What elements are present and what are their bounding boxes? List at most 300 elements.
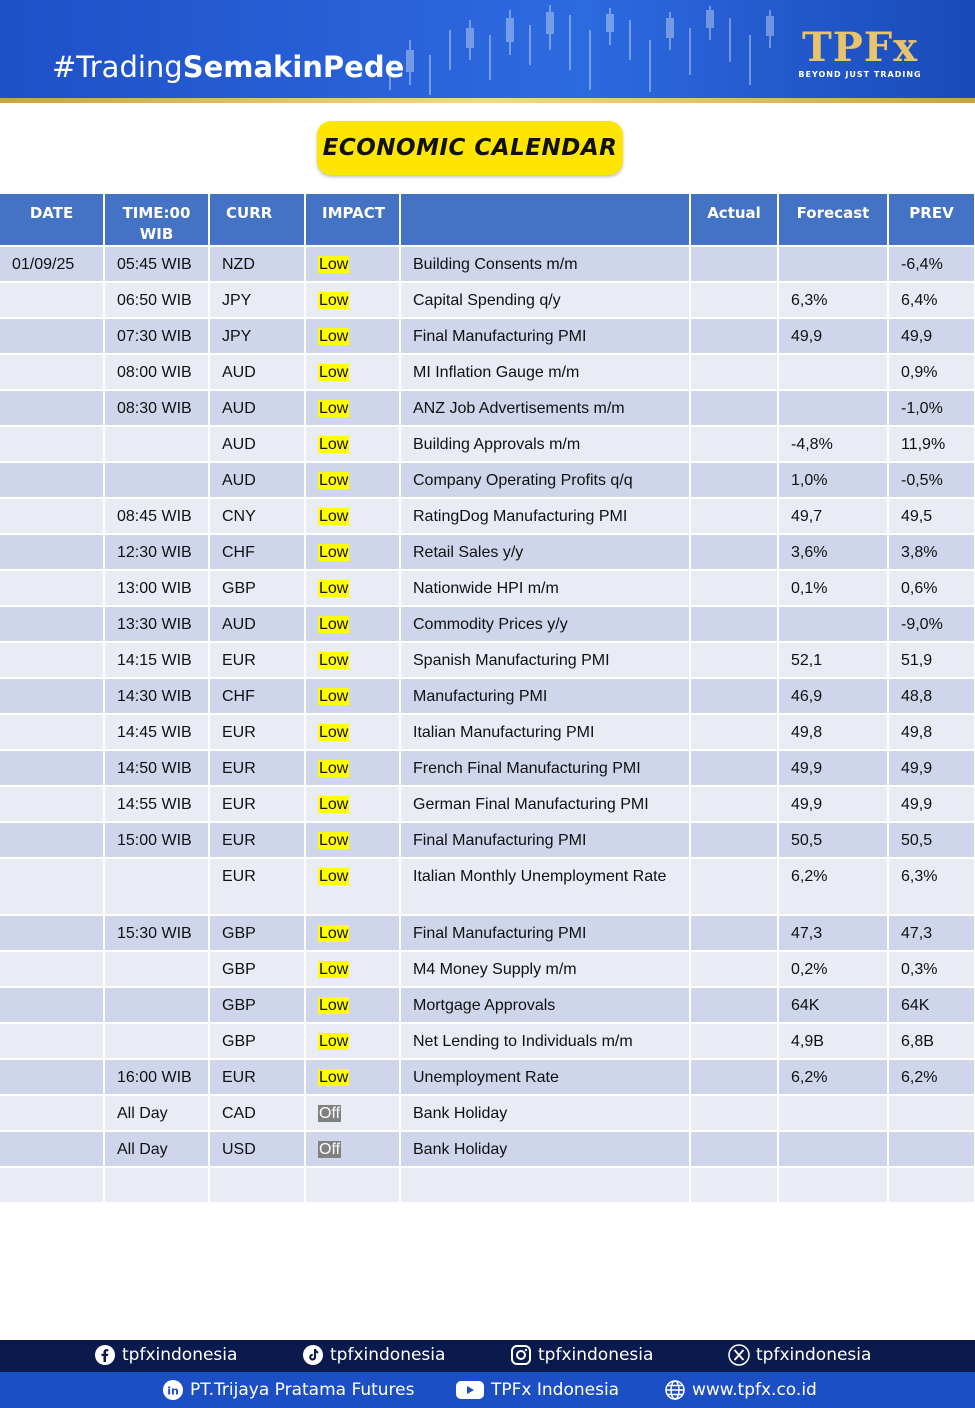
- cell-curr: GBP: [209, 951, 305, 987]
- cell-time: 14:15 WIB: [104, 642, 209, 678]
- cell-forecast: [778, 606, 888, 642]
- cell-event: Mortgage Approvals: [400, 987, 690, 1023]
- col-header-date: DATE: [0, 194, 104, 246]
- cell-prev: 0,6%: [888, 570, 975, 606]
- impact-badge: Low: [319, 1033, 349, 1050]
- cell-prev: 49,9: [888, 786, 975, 822]
- cell-event: MI Inflation Gauge m/m: [400, 354, 690, 390]
- cell-impact: [305, 642, 400, 678]
- cell-forecast: 6,3%: [778, 282, 888, 318]
- cell-actual: [690, 534, 778, 570]
- table-row: [0, 1059, 975, 1095]
- cell-time: 06:50 WIB: [104, 282, 209, 318]
- cell-actual: [690, 858, 778, 915]
- cell-actual: [690, 462, 778, 498]
- cell-impact: [305, 570, 400, 606]
- impact-badge: Low: [319, 364, 349, 381]
- table-row: [0, 858, 975, 915]
- table-row: [0, 915, 975, 951]
- cell-date: [0, 498, 104, 534]
- cell-event: Final Manufacturing PMI: [400, 822, 690, 858]
- cell-forecast: 52,1: [778, 642, 888, 678]
- table-row: [0, 246, 975, 282]
- cell-actual: [690, 354, 778, 390]
- cell-forecast: 49,9: [778, 318, 888, 354]
- cell-curr: EUR: [209, 714, 305, 750]
- cell-event: Retail Sales y/y: [400, 534, 690, 570]
- tpfx-logo: [790, 26, 930, 82]
- impact-badge: Low: [319, 997, 349, 1014]
- cell-event: Capital Spending q/y: [400, 282, 690, 318]
- cell-time: 16:00 WIB: [104, 1059, 209, 1095]
- cell-time: [104, 987, 209, 1023]
- footer-youtube-name: TPFx Indonesia: [491, 1380, 620, 1400]
- cell-forecast: 49,8: [778, 714, 888, 750]
- cell-impact: [305, 246, 400, 282]
- cell-date: [0, 786, 104, 822]
- cell-event: M4 Money Supply m/m: [400, 951, 690, 987]
- footer-tiktok[interactable]: [302, 1344, 445, 1366]
- cell-forecast: [778, 1131, 888, 1167]
- cell-time: 08:30 WIB: [104, 390, 209, 426]
- impact-badge: Low: [319, 688, 349, 705]
- cell-curr: AUD: [209, 606, 305, 642]
- cell-forecast: 6,2%: [778, 1059, 888, 1095]
- cell-time: 15:30 WIB: [104, 915, 209, 951]
- brand-name: TPFx: [801, 24, 919, 71]
- cell-event: ANZ Job Advertisements m/m: [400, 390, 690, 426]
- cell-actual: [690, 282, 778, 318]
- cell-forecast: 46,9: [778, 678, 888, 714]
- title-badge: [317, 121, 623, 175]
- impact-badge: Low: [319, 760, 349, 777]
- cell-actual: [690, 642, 778, 678]
- impact-badge: Low: [319, 400, 349, 417]
- cell-date: [0, 987, 104, 1023]
- cell-actual: [690, 750, 778, 786]
- col-header-time: TIME:00 WIB: [104, 194, 209, 246]
- cell-impact: [305, 915, 400, 951]
- impact-badge: Low: [319, 616, 349, 633]
- cell-impact: [305, 282, 400, 318]
- cell-forecast: 6,2%: [778, 858, 888, 915]
- footer-website-url: www.tpfx.co.id: [692, 1380, 817, 1400]
- cell-event: RatingDog Manufacturing PMI: [400, 498, 690, 534]
- col-header-impact: IMPACT: [305, 194, 400, 246]
- cell-time: [104, 426, 209, 462]
- cell-event: Nationwide HPI m/m: [400, 570, 690, 606]
- table-row: [0, 1095, 975, 1131]
- cell-impact: [305, 786, 400, 822]
- cell-time: 15:00 WIB: [104, 822, 209, 858]
- cell-actual: [690, 606, 778, 642]
- cell-event: Unemployment Rate: [400, 1059, 690, 1095]
- cell-forecast: 64K: [778, 987, 888, 1023]
- cell-forecast: [778, 354, 888, 390]
- table-row: [0, 1131, 975, 1167]
- cell-prev: [888, 1131, 975, 1167]
- cell-forecast: 49,9: [778, 750, 888, 786]
- table-row: [0, 534, 975, 570]
- cell-impact: [305, 1023, 400, 1059]
- cell-time: 14:30 WIB: [104, 678, 209, 714]
- cell-prev: -9,0%: [888, 606, 975, 642]
- cell-impact: [305, 354, 400, 390]
- cell-prev: 3,8%: [888, 534, 975, 570]
- cell-curr: GBP: [209, 570, 305, 606]
- cell-date: [0, 318, 104, 354]
- table-row: [0, 1023, 975, 1059]
- footer: [0, 1340, 975, 1408]
- cell-event: Final Manufacturing PMI: [400, 318, 690, 354]
- cell-time: [104, 1023, 209, 1059]
- footer-instagram[interactable]: [510, 1344, 653, 1366]
- top-banner: [0, 0, 975, 98]
- cell-date: [0, 822, 104, 858]
- cell-time: 08:00 WIB: [104, 354, 209, 390]
- cell-time: [104, 858, 209, 915]
- cell-prev: 51,9: [888, 642, 975, 678]
- cell-impact: [305, 426, 400, 462]
- x-icon: [728, 1344, 750, 1366]
- cell-date: [0, 570, 104, 606]
- cell-forecast: [778, 390, 888, 426]
- cell-curr: AUD: [209, 390, 305, 426]
- footer-facebook-handle: tpfxindonesia: [122, 1345, 238, 1365]
- cell-actual: [690, 1131, 778, 1167]
- instagram-icon: [510, 1344, 532, 1366]
- cell-curr: CHF: [209, 678, 305, 714]
- impact-badge: Low: [319, 256, 349, 273]
- cell-forecast: 0,2%: [778, 951, 888, 987]
- hashtag-slogan: [52, 50, 404, 84]
- cell-prev: 64K: [888, 987, 975, 1023]
- cell-prev: 6,8B: [888, 1023, 975, 1059]
- cell-prev: 11,9%: [888, 426, 975, 462]
- linkedin-icon: [162, 1379, 184, 1401]
- cell-date: [0, 1059, 104, 1095]
- cell-date: [0, 390, 104, 426]
- cell-event: Building Consents m/m: [400, 246, 690, 282]
- cell-prev: 49,8: [888, 714, 975, 750]
- table-row: [0, 1167, 975, 1203]
- table-row: [0, 642, 975, 678]
- cell-actual: [690, 246, 778, 282]
- cell-impact: [305, 1059, 400, 1095]
- cell-prev: 6,2%: [888, 1059, 975, 1095]
- cell-event: Italian Monthly Unemployment Rate: [400, 858, 690, 915]
- footer-linkedin-name: PT.Trijaya Pratama Futures: [190, 1380, 415, 1400]
- cell-curr: [209, 1167, 305, 1203]
- cell-time: 08:45 WIB: [104, 498, 209, 534]
- impact-badge: Off: [319, 1105, 341, 1122]
- cell-event: Manufacturing PMI: [400, 678, 690, 714]
- cell-actual: [690, 822, 778, 858]
- cell-impact: [305, 987, 400, 1023]
- hashtag-bold: SemakinPede: [182, 50, 405, 84]
- cell-curr: GBP: [209, 987, 305, 1023]
- cell-forecast: [778, 1095, 888, 1131]
- cell-actual: [690, 390, 778, 426]
- cell-date: [0, 714, 104, 750]
- cell-time: [104, 1167, 209, 1203]
- cell-actual: [690, 570, 778, 606]
- cell-prev: 6,4%: [888, 282, 975, 318]
- cell-prev: -0,5%: [888, 462, 975, 498]
- cell-prev: [888, 1167, 975, 1203]
- cell-date: 01/09/25: [0, 246, 104, 282]
- cell-date: [0, 534, 104, 570]
- table-row: [0, 570, 975, 606]
- table-row: [0, 606, 975, 642]
- col-header-event: [400, 194, 690, 246]
- cell-curr: EUR: [209, 750, 305, 786]
- cell-impact: [305, 714, 400, 750]
- col-header-forecast: Forecast: [778, 194, 888, 246]
- cell-forecast: -4,8%: [778, 426, 888, 462]
- impact-badge: Low: [319, 796, 349, 813]
- cell-impact: [305, 390, 400, 426]
- cell-date: [0, 1167, 104, 1203]
- footer-website[interactable]: [664, 1379, 817, 1401]
- cell-prev: 50,5: [888, 822, 975, 858]
- economic-calendar-table: [0, 194, 975, 1204]
- chart-decoration-icon: [380, 0, 800, 98]
- cell-forecast: 49,9: [778, 786, 888, 822]
- table-row: [0, 462, 975, 498]
- cell-curr: CNY: [209, 498, 305, 534]
- footer-tiktok-handle: tpfxindonesia: [330, 1345, 446, 1365]
- cell-actual: [690, 318, 778, 354]
- cell-time: [104, 462, 209, 498]
- cell-event: Building Approvals m/m: [400, 426, 690, 462]
- table-row: [0, 318, 975, 354]
- cell-time: 12:30 WIB: [104, 534, 209, 570]
- table-row: [0, 426, 975, 462]
- table-row: [0, 786, 975, 822]
- col-header-curr: CURR: [209, 194, 305, 246]
- cell-time: 13:30 WIB: [104, 606, 209, 642]
- page-title: ECONOMIC CALENDAR: [322, 135, 618, 161]
- cell-impact: [305, 1131, 400, 1167]
- cell-curr: EUR: [209, 858, 305, 915]
- cell-date: [0, 606, 104, 642]
- cell-forecast: [778, 246, 888, 282]
- table-row: [0, 822, 975, 858]
- globe-icon: [664, 1379, 686, 1401]
- table-row: [0, 714, 975, 750]
- cell-prev: 6,3%: [888, 858, 975, 915]
- cell-impact: [305, 498, 400, 534]
- footer-linkedin[interactable]: [162, 1379, 414, 1401]
- cell-time: 07:30 WIB: [104, 318, 209, 354]
- cell-actual: [690, 951, 778, 987]
- cell-time: 14:55 WIB: [104, 786, 209, 822]
- cell-prev: 47,3: [888, 915, 975, 951]
- cell-prev: 49,9: [888, 750, 975, 786]
- cell-curr: CAD: [209, 1095, 305, 1131]
- cell-impact: [305, 534, 400, 570]
- cell-curr: JPY: [209, 282, 305, 318]
- table-row: [0, 678, 975, 714]
- footer-youtube[interactable]: [455, 1379, 619, 1401]
- cell-curr: EUR: [209, 786, 305, 822]
- cell-forecast: 1,0%: [778, 462, 888, 498]
- footer-instagram-handle: tpfxindonesia: [538, 1345, 654, 1365]
- cell-prev: 0,9%: [888, 354, 975, 390]
- impact-badge: Low: [319, 832, 349, 849]
- cell-forecast: 49,7: [778, 498, 888, 534]
- cell-curr: AUD: [209, 462, 305, 498]
- cell-prev: 0,3%: [888, 951, 975, 987]
- cell-event: Italian Manufacturing PMI: [400, 714, 690, 750]
- cell-curr: USD: [209, 1131, 305, 1167]
- cell-date: [0, 678, 104, 714]
- impact-badge: Low: [319, 508, 349, 525]
- cell-date: [0, 915, 104, 951]
- cell-event: Company Operating Profits q/q: [400, 462, 690, 498]
- cell-prev: -6,4%: [888, 246, 975, 282]
- impact-badge: Low: [319, 925, 349, 942]
- table-row: [0, 354, 975, 390]
- cell-event: Bank Holiday: [400, 1095, 690, 1131]
- cell-prev: [888, 1095, 975, 1131]
- impact-badge: Low: [319, 961, 349, 978]
- cell-actual: [690, 1095, 778, 1131]
- youtube-icon: [455, 1379, 485, 1401]
- tiktok-icon: [302, 1344, 324, 1366]
- table-row: [0, 951, 975, 987]
- cell-prev: 49,5: [888, 498, 975, 534]
- impact-badge: Low: [319, 544, 349, 561]
- hashtag-prefix: #Trading: [52, 50, 183, 84]
- table-row: [0, 498, 975, 534]
- cell-time: All Day: [104, 1095, 209, 1131]
- cell-curr: NZD: [209, 246, 305, 282]
- impact-badge: Low: [319, 1069, 349, 1086]
- footer-x-handle: tpfxindonesia: [756, 1345, 872, 1365]
- cell-impact: [305, 951, 400, 987]
- cell-event: German Final Manufacturing PMI: [400, 786, 690, 822]
- cell-impact: [305, 318, 400, 354]
- cell-actual: [690, 426, 778, 462]
- impact-badge: Low: [319, 436, 349, 453]
- facebook-icon: [94, 1344, 116, 1366]
- cell-event: Spanish Manufacturing PMI: [400, 642, 690, 678]
- svg-text:in: in: [167, 1384, 179, 1398]
- cell-actual: [690, 1167, 778, 1203]
- cell-actual: [690, 678, 778, 714]
- footer-contact-bar: [0, 1372, 975, 1408]
- cell-curr: GBP: [209, 1023, 305, 1059]
- col-header-actual: Actual: [690, 194, 778, 246]
- cell-forecast: [778, 1167, 888, 1203]
- impact-badge: Low: [319, 328, 349, 345]
- table-row: [0, 750, 975, 786]
- impact-badge: Off: [319, 1141, 341, 1158]
- impact-badge: Low: [319, 580, 349, 597]
- cell-forecast: 4,9B: [778, 1023, 888, 1059]
- impact-badge: Low: [319, 292, 349, 309]
- cell-curr: EUR: [209, 642, 305, 678]
- cell-actual: [690, 1059, 778, 1095]
- cell-curr: EUR: [209, 1059, 305, 1095]
- cell-curr: AUD: [209, 354, 305, 390]
- brand-tagline: BEYOND JUST TRADING: [798, 70, 922, 79]
- impact-badge: Low: [319, 652, 349, 669]
- cell-date: [0, 858, 104, 915]
- cell-date: [0, 750, 104, 786]
- table-row: [0, 390, 975, 426]
- table-row: [0, 987, 975, 1023]
- cell-impact: [305, 750, 400, 786]
- cell-actual: [690, 1023, 778, 1059]
- table-header-row: [0, 194, 975, 246]
- impact-badge: Low: [319, 868, 349, 885]
- cell-date: [0, 642, 104, 678]
- cell-prev: 48,8: [888, 678, 975, 714]
- cell-impact: [305, 1167, 400, 1203]
- cell-prev: -1,0%: [888, 390, 975, 426]
- cell-event: Final Manufacturing PMI: [400, 915, 690, 951]
- cell-curr: GBP: [209, 915, 305, 951]
- cell-forecast: 0,1%: [778, 570, 888, 606]
- cell-actual: [690, 714, 778, 750]
- cell-date: [0, 1131, 104, 1167]
- cell-date: [0, 1023, 104, 1059]
- gold-divider: [0, 98, 975, 103]
- cell-time: [104, 951, 209, 987]
- cell-time: All Day: [104, 1131, 209, 1167]
- cell-date: [0, 426, 104, 462]
- cell-impact: [305, 822, 400, 858]
- footer-facebook[interactable]: [94, 1344, 237, 1366]
- col-header-prev: PREV: [888, 194, 975, 246]
- cell-time: 14:45 WIB: [104, 714, 209, 750]
- cell-impact: [305, 678, 400, 714]
- cell-impact: [305, 1095, 400, 1131]
- table-row: [0, 282, 975, 318]
- cell-time: 13:00 WIB: [104, 570, 209, 606]
- cell-date: [0, 282, 104, 318]
- cell-event: Commodity Prices y/y: [400, 606, 690, 642]
- cell-curr: AUD: [209, 426, 305, 462]
- cell-date: [0, 462, 104, 498]
- footer-x[interactable]: [728, 1344, 871, 1366]
- cell-date: [0, 951, 104, 987]
- cell-event: Net Lending to Individuals m/m: [400, 1023, 690, 1059]
- cell-event: [400, 1167, 690, 1203]
- cell-curr: JPY: [209, 318, 305, 354]
- cell-actual: [690, 915, 778, 951]
- cell-forecast: 3,6%: [778, 534, 888, 570]
- cell-forecast: 50,5: [778, 822, 888, 858]
- impact-badge: Low: [319, 472, 349, 489]
- cell-prev: 49,9: [888, 318, 975, 354]
- cell-date: [0, 354, 104, 390]
- cell-time: 14:50 WIB: [104, 750, 209, 786]
- cell-actual: [690, 498, 778, 534]
- cell-event: French Final Manufacturing PMI: [400, 750, 690, 786]
- cell-impact: [305, 858, 400, 915]
- cell-impact: [305, 606, 400, 642]
- footer-social-bar: [0, 1340, 975, 1372]
- cell-forecast: 47,3: [778, 915, 888, 951]
- cell-curr: CHF: [209, 534, 305, 570]
- cell-actual: [690, 786, 778, 822]
- cell-curr: EUR: [209, 822, 305, 858]
- cell-impact: [305, 462, 400, 498]
